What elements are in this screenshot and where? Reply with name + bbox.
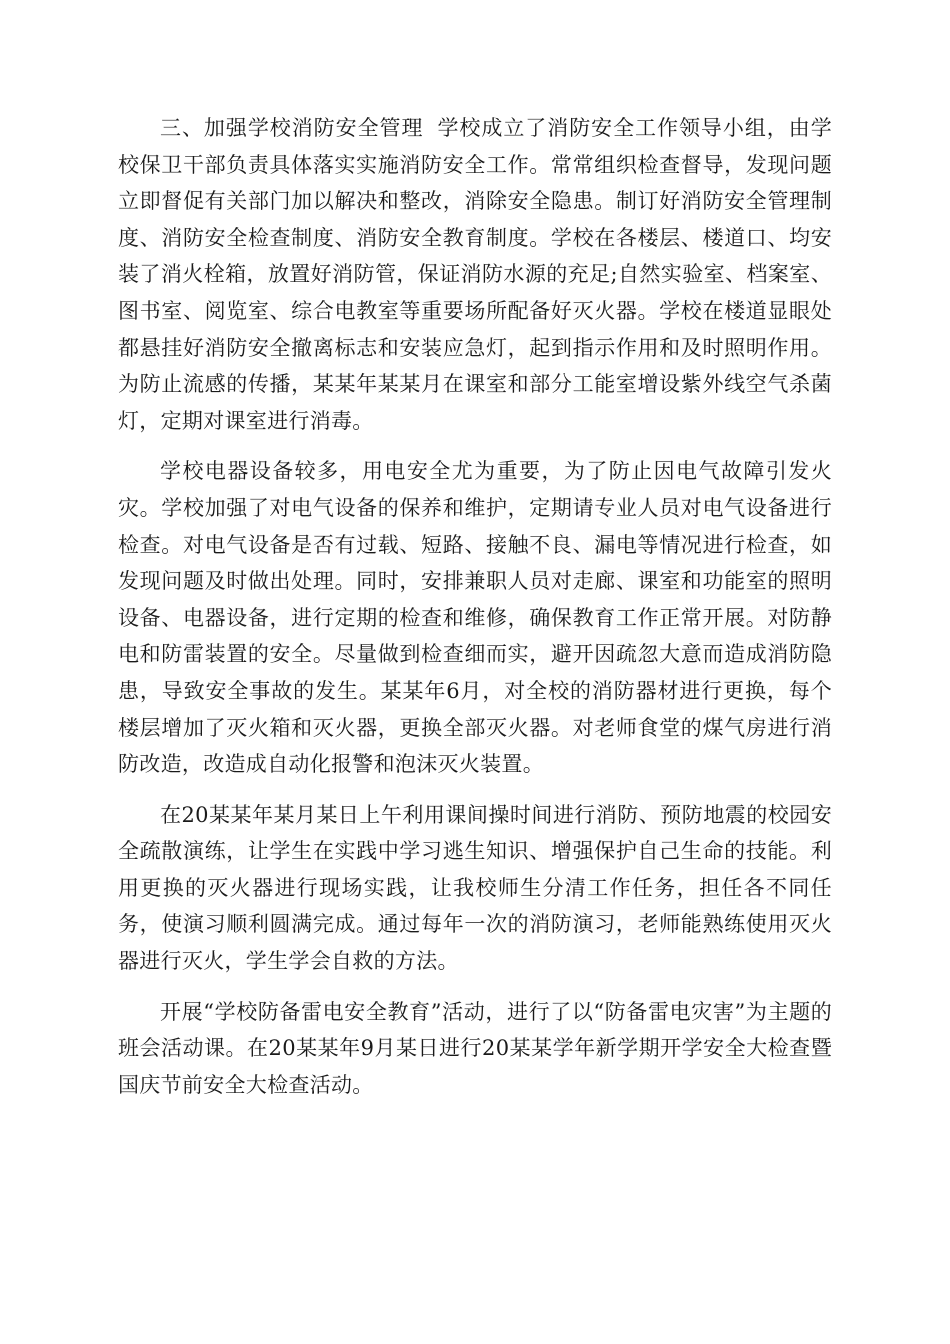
section-heading: 三、加强学校消防安全管理 — [160, 116, 424, 140]
paragraph-text: 开展“学校防备雷电安全教育”活动，进行了以“防备雷电灾害”为主题的班会活动课。在20某某年9月某日进行20某某学年新学期开学安全大检查暨国庆节前安全大检查活动。 — [118, 999, 832, 1097]
paragraph-electrical-safety — [118, 453, 832, 782]
document-body — [118, 110, 832, 1117]
paragraph-text: 在20某某年某月某日上午利用课间操时间进行消防、预防地震的校园安全疏散演练，让学生在实践中学习逃生知识、增强保护自己生命的技能。利用更换的灭火器进行现场实践，让我校师生分清工作任务，担任各不同任务，使演习顺利圆满完成。通过每年一次的消防演习，老师能熟练使用灭火器进行灭火，学生学会自救的方法。 — [118, 802, 832, 974]
paragraph-text: 学校电器设备较多，用电安全尤为重要，为了防止因电气故障引发火灾。学校加强了对电气设备的保养和维护，定期请专业人员对电气设备进行检查。对电气设备是否有过载、短路、接触不良、漏电等情况进行检查，如发现问题及时做出处理。同时，安排兼职人员对走廊、课室和功能室的照明设备、电器设备，进行定期的检查和维修，确保教育工作正常开展。对防静电和防雷装置的安全。尽量做到检查细而实，避开因疏忽大意而造成消防隐患，导致安全事故的发生。某某年6月，对全校的消防器材进行更换，每个楼层增加了灭火箱和灭火器，更换全部灭火器。对老师食堂的煤气房进行消防改造，改造成自动化报警和泡沫灭火装置。 — [118, 459, 832, 777]
paragraph-evacuation-drill — [118, 797, 832, 980]
paragraph-text: 学校成立了消防安全工作领导小组，由学校保卫干部负责具体落实实施消防安全工作。常常组织检查督导，发现问题立即督促有关部门加以解决和整改，消除安全隐患。制订好消防安全管理制度、消防安全检查制度、消防安全教育制度。学校在各楼层、楼道口、均安装了消火栓箱，放置好消防管，保证消防水源的充足;自然实验室、档案室、图书室、阅览室、综合电教室等重要场所配备好灭火器。学校在楼道显眼处都悬挂好消防安全撤离标志和安装应急灯，起到指示作用和及时照明作用。为防止流感的传播，某某年某某月在课室和部分工能室增设紫外线空气杀菌灯，定期对课室进行消毒。 — [118, 116, 832, 433]
paragraph-fire-safety-management — [118, 110, 832, 439]
paragraph-lightning-education — [118, 994, 832, 1104]
